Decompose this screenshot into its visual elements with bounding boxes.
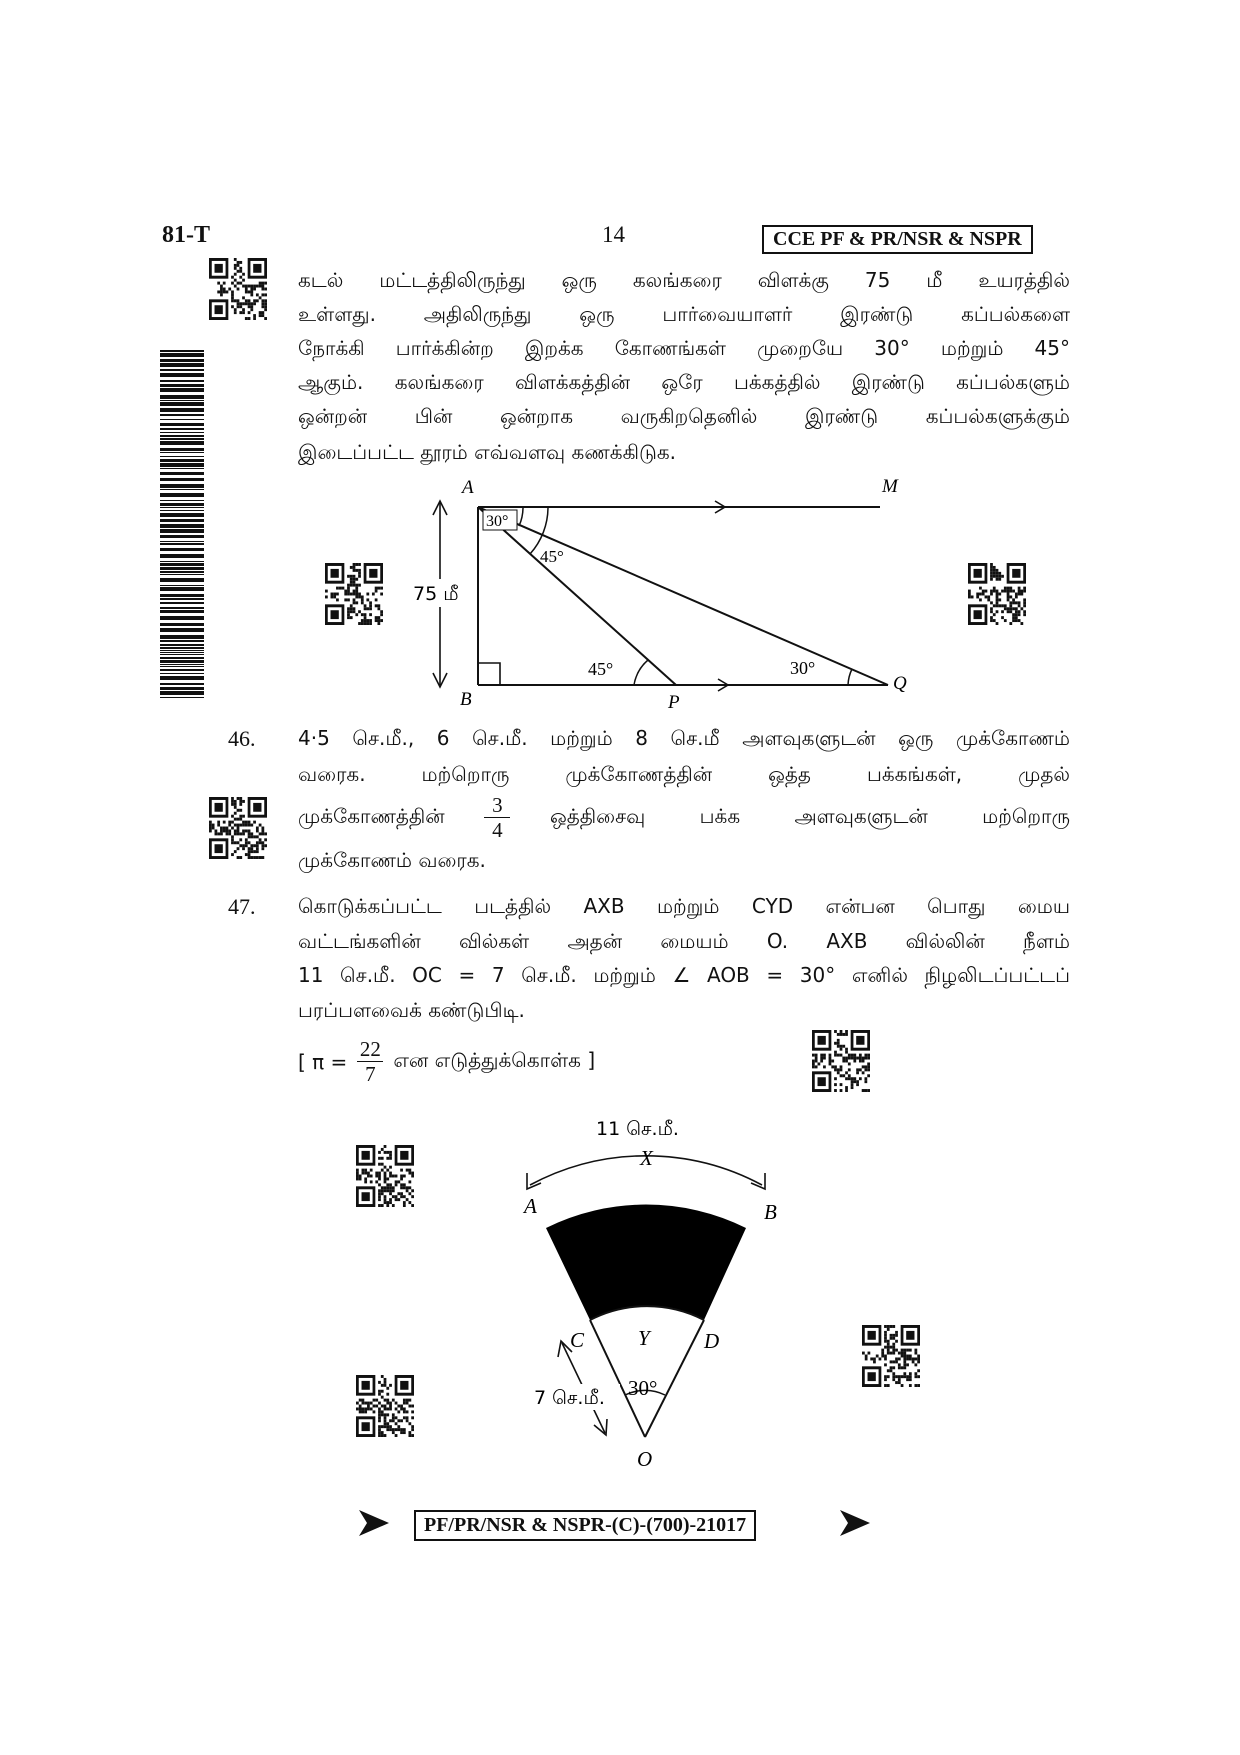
point-label-p: P: [668, 692, 680, 710]
fraction-denominator: 4: [492, 818, 503, 843]
point-label-b: B: [764, 1200, 777, 1224]
qr-code: [325, 563, 383, 625]
pi-prefix: [ π =: [298, 1049, 348, 1074]
point-label-y: Y: [638, 1326, 650, 1350]
arrow-marker-icon: [838, 1506, 872, 1540]
pi-suffix: என எடுத்துக்கொள்க ]: [393, 1048, 596, 1073]
question-number: 47.: [228, 894, 256, 919]
point-label-x: X: [640, 1146, 653, 1170]
angle-label: 30°: [486, 513, 509, 530]
point-label-q: Q: [893, 673, 907, 694]
qr-code: [209, 797, 267, 859]
qr-code: [968, 563, 1026, 625]
q47-line: வட்டங்களின் வில்கள் அதன் மையம் O. AXB வில்லின் நீளம்: [298, 929, 1070, 953]
arc-length-label: 11 செ.மீ.: [596, 1118, 679, 1140]
q45-line: இடைப்பட்ட தூரம் எவ்வளவு கணக்கிடுக.: [298, 440, 676, 464]
q46-text: முக்கோணத்தின்: [298, 804, 445, 829]
barcode: [160, 350, 204, 700]
q47-line: 11 செ.மீ. OC = 7 செ.மீ. மற்றும் ∠ AOB = 30° எனில் நிழலிடப்பட்டப்: [298, 963, 1070, 987]
question-number: 46.: [228, 726, 256, 751]
point-label-o: O: [637, 1447, 653, 1471]
fraction-denominator: 7: [365, 1062, 376, 1087]
q47-line: கொடுக்கப்பட்ட படத்தில் AXB மற்றும் CYD என்பன பொது மைய: [298, 894, 1070, 918]
q46-text: ஒத்திசைவு பக்க அளவுகளுடன் மற்றொரு: [549, 804, 1070, 829]
point-label-b: B: [460, 689, 472, 710]
fraction-numerator: 22: [359, 1037, 381, 1061]
q46-line-with-fraction: [298, 794, 1070, 841]
point-label-c: C: [570, 1328, 585, 1352]
height-label: 75 மீ: [413, 583, 459, 605]
arrow-marker-icon: [357, 1506, 391, 1540]
q47-line: பரப்பளவைக் கண்டுபிடி.: [298, 998, 525, 1022]
exam-title-box: CCE PF & PR/NSR & NSPR: [762, 225, 1033, 254]
q46-line: முக்கோணம் வரைக.: [298, 848, 486, 872]
qr-code: [209, 258, 267, 320]
point-label-a: A: [524, 1194, 537, 1218]
qr-code: [356, 1375, 414, 1437]
angle-label: 30°: [628, 1376, 658, 1400]
page-number: 14: [602, 222, 625, 247]
q45-line: கடல் மட்டத்திலிருந்து ஒரு கலங்கரை விளக்கு 75 மீ உயரத்தில்: [298, 268, 1070, 292]
pi-fraction: [357, 1038, 383, 1085]
point-label-d: D: [704, 1329, 720, 1353]
angle-label: 45°: [588, 659, 614, 679]
q45-line: ஒன்றன் பின் ஒன்றாக வருகிறதெனில் இரண்டு கப்பல்களுக்கும்: [298, 404, 1070, 428]
angle-label: 30°: [790, 658, 816, 678]
paper-code: 81-T: [162, 222, 210, 248]
qr-code: [356, 1145, 414, 1207]
footer-code-box: PF/PR/NSR & NSPR-(C)-(700)-21017: [414, 1510, 756, 1541]
pi-note: [298, 1038, 595, 1085]
angle-label: 45°: [540, 547, 564, 566]
point-label-m: M: [882, 476, 898, 497]
q46-line: வரைக. மற்றொரு முக்கோணத்தின் ஒத்த பக்கங்கள், முதல்: [298, 762, 1070, 786]
lighthouse-figure: [400, 475, 930, 710]
q45-line: உள்ளது. அதிலிருந்து ஒரு பார்வையாளர் இரண்டு கப்பல்களை: [298, 302, 1070, 326]
q45-line: ஆகும். கலங்கரை விளக்கத்தின் ஒரே பக்கத்தில் இரண்டு கப்பல்களும்: [298, 370, 1070, 394]
q45-line: நோக்கி பார்க்கின்ற இறக்க கோணங்கள் முறையே 30° மற்றும் 45°: [298, 336, 1070, 360]
qr-code: [812, 1030, 870, 1092]
point-label-a: A: [462, 477, 474, 498]
fraction: [484, 794, 510, 841]
fraction-numerator: 3: [492, 793, 503, 817]
sector-figure: [500, 1105, 820, 1475]
q46-line: 4·5 செ.மீ., 6 செ.மீ. மற்றும் 8 செ.மீ அளவுகளுடன் ஒரு முக்கோணம்: [298, 726, 1070, 750]
qr-code: [862, 1325, 920, 1387]
radius-label: 7 செ.மீ.: [534, 1387, 605, 1409]
